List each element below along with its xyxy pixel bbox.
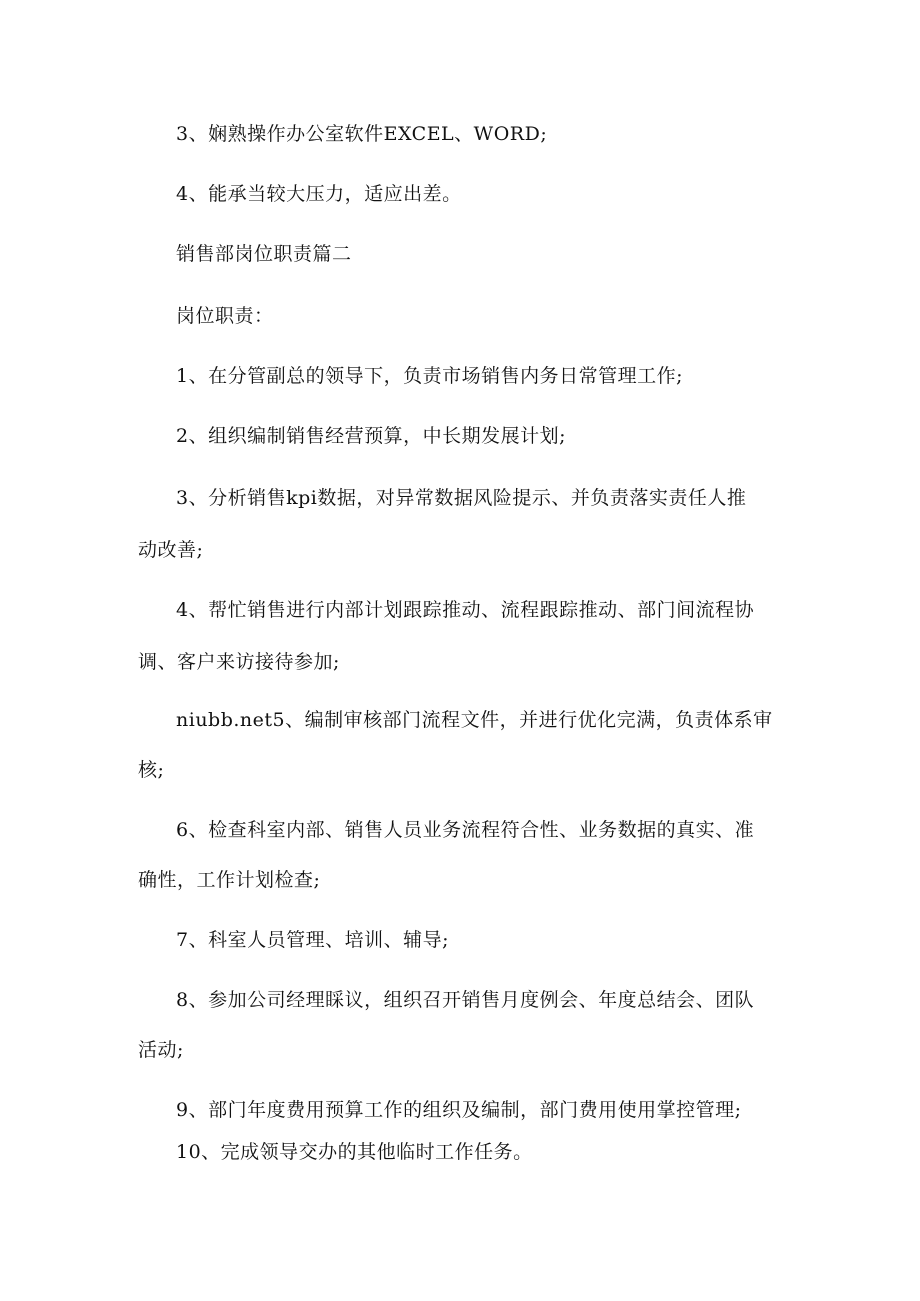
text-line: 7、科室人员管理、培训、辅导;	[176, 929, 449, 951]
text-line: 4、能承当较大压力，适应出差。	[176, 183, 462, 205]
text-line: 10、完成领导交办的其他临时工作任务。	[176, 1141, 533, 1163]
section-heading: 销售部岗位职责篇二	[176, 243, 352, 265]
text-line: 动改善;	[138, 539, 204, 561]
text-line: 8、参加公司经理睬议，组织召开销售月度例会、年度总结会、团队	[176, 989, 755, 1011]
text-line: 1、在分管副总的领导下，负责市场销售内务日常管理工作;	[176, 365, 683, 387]
text-line: 3、分析销售kpi数据，对异常数据风险提示、并负责落实责任人推	[176, 487, 747, 509]
text-line: 调、客户来访接待参加;	[138, 651, 340, 673]
text-line: 确性，工作计划检查;	[138, 869, 321, 891]
text-line: 4、帮忙销售进行内部计划跟踪推动、流程跟踪推动、部门间流程协	[176, 599, 755, 621]
text-line: 活动;	[138, 1039, 184, 1061]
text-line: 2、组织编制销售经营预算，中长期发展计划;	[176, 425, 566, 447]
text-line: 9、部门年度费用预算工作的组织及编制，部门费用使用掌控管理;	[176, 1099, 742, 1121]
text-line: 核;	[138, 759, 165, 781]
text-line: niubb.net5、编制审核部门流程文件，并进行优化完满，负责体系审	[176, 709, 773, 731]
text-line: 3、娴熟操作办公室软件EXCEL、WORD;	[176, 123, 548, 145]
text-line: 岗位职责：	[176, 305, 274, 327]
text-line: 6、检查科室内部、销售人员业务流程符合性、业务数据的真实、准	[176, 819, 755, 841]
